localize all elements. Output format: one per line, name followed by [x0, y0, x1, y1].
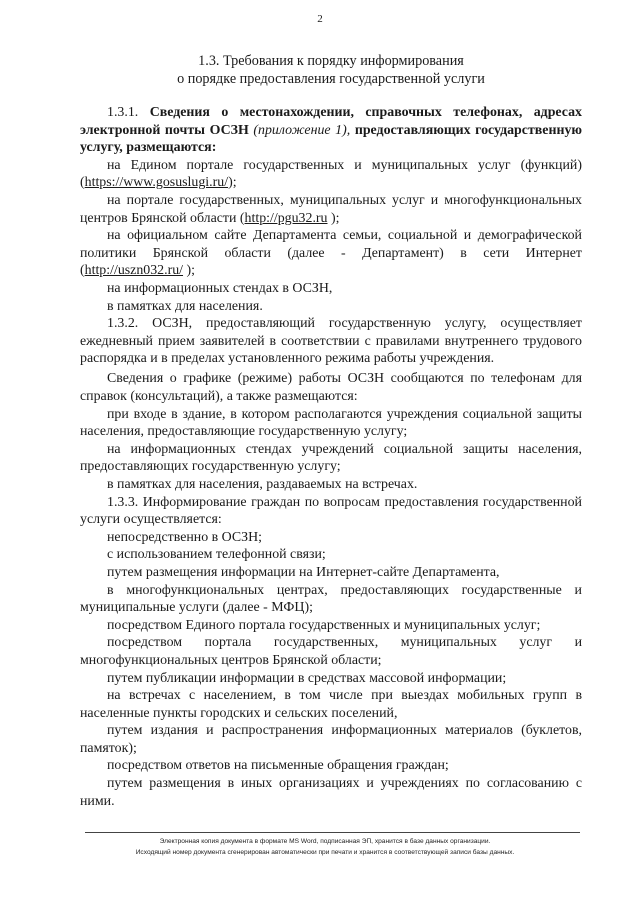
page-number: 2: [317, 13, 323, 25]
placement-item-pgu32: на портале государственных, муниципальных услуг и многофункциональных центров Брянской области (http://pgu32.ru );: [80, 192, 582, 226]
section-heading: [80, 52, 582, 88]
info-item-6: посредством портала государственных, муниципальных услуг и многофункциональных центров Брянской области;: [80, 635, 582, 668]
paragraph-number: 1.3.1.: [107, 105, 139, 120]
heading-line-1: 1.3. Требования к порядку информирования: [198, 53, 464, 69]
paragraph-1-3-3: 1.3.3. Информирование граждан по вопросам предоставления государственной услуги осуществляется:: [80, 494, 582, 528]
info-item-7: путем публикации информации в средствах массовой информации;: [107, 670, 507, 686]
placement-item-leaflets: в памятках для населения.: [107, 298, 263, 314]
schedule-item-stands: на информационных стендах учреждений социальной защиты населения, предоставляющих государственную услугу;: [80, 441, 582, 475]
document-body: [80, 104, 582, 810]
info-item-4: в многофункциональных центрах, предоставляющих государственные и муниципальные услуги (далее - МФЦ);: [80, 582, 582, 616]
appendix-reference: (приложение 1),: [253, 122, 351, 138]
paragraph-1-3-1: [80, 104, 582, 157]
info-item-10: посредством ответов на письменные обращения граждан;: [107, 758, 449, 774]
placement-item-gosuslugi: на Едином портале государственных и муниципальных услуг (функций) (https://www.gosuslugi.ru/);: [80, 157, 582, 191]
gosuslugi-link[interactable]: https://www.gosuslugi.ru/: [84, 175, 229, 191]
placement-item-stands: на информационных стендах в ОСЗН,: [107, 280, 333, 296]
info-item-9: путем издания и распространения информационных материалов (буклетов, памяток);: [80, 723, 582, 756]
footer-line-1: Электронная копия документа в формате MS Word, подписанная ЭП, хранится в базе данных организации.: [159, 838, 491, 845]
heading-line-2: о порядке предоставления государственной услуги: [177, 71, 485, 87]
info-item-11: путем размещения в иных организациях и учреждениях по согласованию с ними.: [80, 776, 582, 809]
footer-divider: [85, 832, 580, 833]
footer-line-2: Исходящий номер документа сгенерирован автоматически при печати и хранится в соответствующей записи базы данных.: [135, 849, 515, 856]
bold-lead-1: Сведения о местонахождении, справочных телефонах, адресах электронной почты ОСЗН: [80, 105, 582, 138]
schedule-item-leaflets: в памятках для населения, раздаваемых на встречах.: [107, 476, 418, 492]
footer-note: [60, 836, 590, 858]
info-item-3: путем размещения информации на Интернет-сайте Департамента,: [107, 564, 500, 580]
pgu32-link[interactable]: http://pgu32.ru: [244, 210, 328, 226]
schedule-item-entrance: при входе в здание, в котором располагаются учреждения социальной защиты населения, предоставляющие государственную услугу;: [80, 406, 582, 440]
bold-lead-2: предоставляющих государственную услугу, размещаются:: [80, 122, 583, 156]
paragraph-1-3-2: 1.3.2. ОСЗН, предоставляющий государственную услугу, осуществляет ежедневный прием заявителей в соответствии с правилами внутреннего трудового распорядка и в пределах установленного режима работы учреждения.: [80, 316, 582, 367]
info-item-2: с использованием телефонной связи;: [107, 547, 326, 563]
info-item-1: непосредственно в ОСЗН;: [107, 529, 262, 545]
info-item-8: на встречах с населением, в том числе при выездах мобильных групп в населенные пункты городских и сельских поселений,: [80, 688, 582, 721]
placement-item-department-site: на официальном сайте Департамента семьи, социальной и демографической политики Брянской области (далее - Департамент) в сети Интернет (http://uszn032.ru/ );: [80, 228, 582, 279]
schedule-paragraph: Сведения о графике (режиме) работы ОСЗН сообщаются по телефонам для справок (консультаций), а также размещаются:: [80, 371, 582, 404]
uszn032-link[interactable]: http://uszn032.ru/: [84, 263, 184, 279]
info-item-5: посредством Единого портала государственных и муниципальных услуг;: [107, 617, 541, 633]
